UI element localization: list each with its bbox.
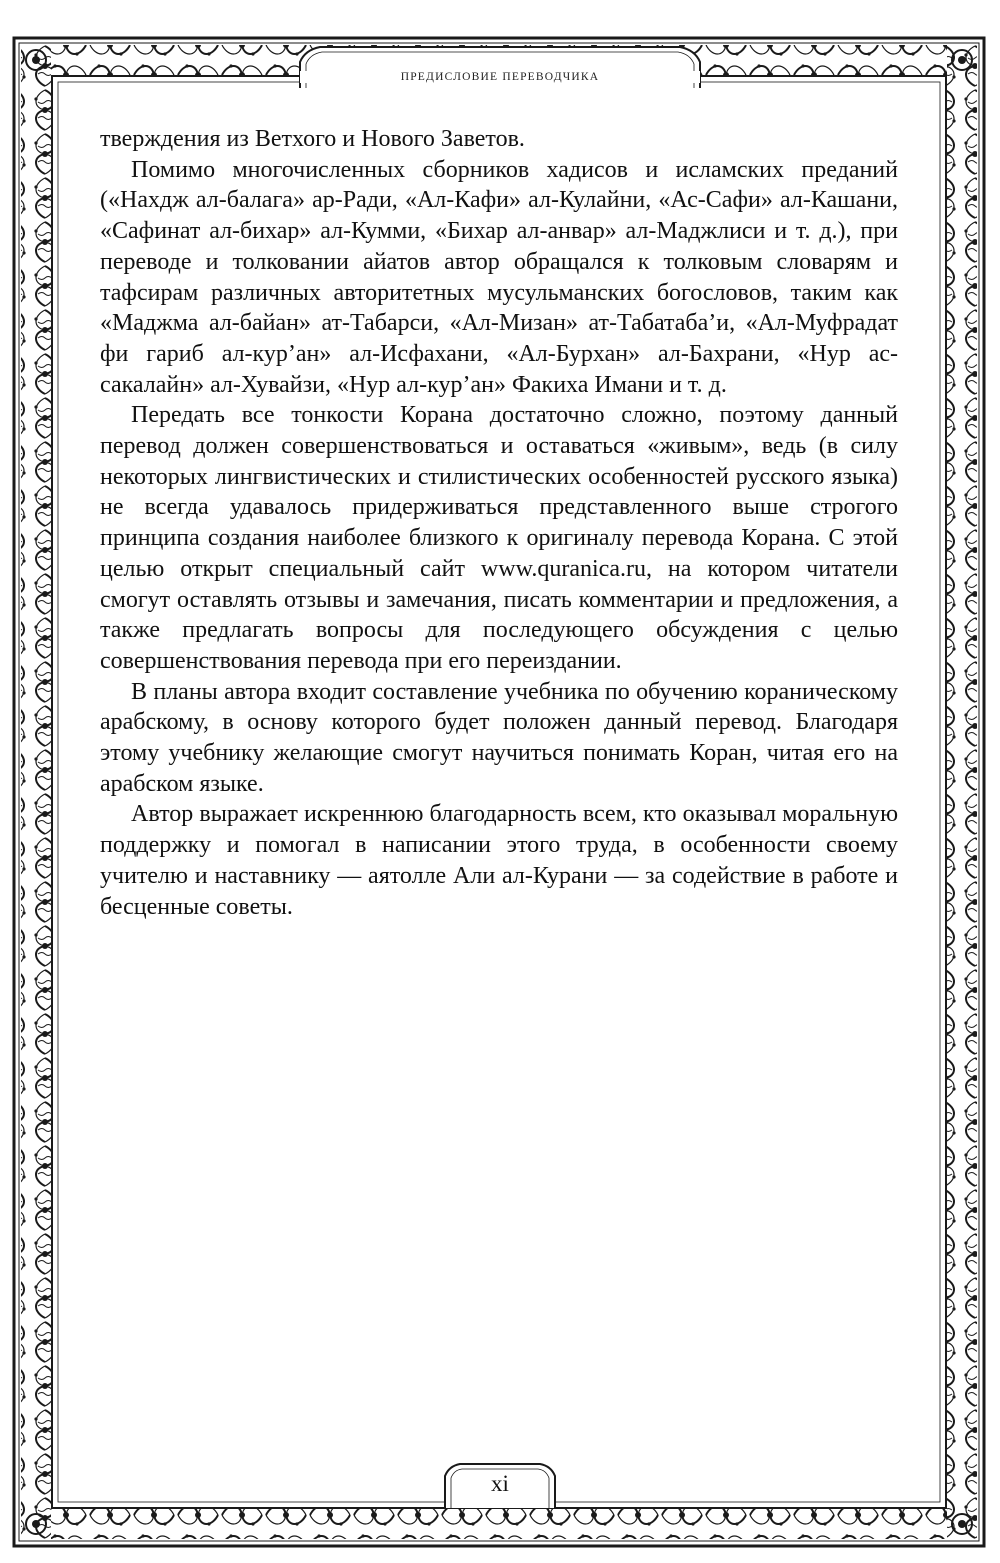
body-text: [100, 124, 898, 922]
running-head: ПРЕДИСЛОВИЕ ПЕРЕВОДЧИКА: [300, 71, 700, 83]
paragraph: Автор выражает искреннюю благодарность всем, кто оказывал моральную поддержку и помогал в написании этого труда, в особенности своему учителю и наставнику — аятолле Али ал-Курани — за содействие в работе и бесценные советы.: [100, 801, 898, 920]
paragraph: Помимо многочисленных сборников хадисов и исламских преданий («Нахдж ал-балага» ар-Ради, «Ал-Кафи» ал-Кулайни, «Ас-Сафи» ал-Кашани, «Сафинат ал-бихар» ал-Кумми, «Бихар ал-анвар» ал-Маджлиси и т. д.), при переводе и толковании айатов автор обращался к толковым словарям и тафсирам различных авторитетных мусульманских богословов, таким как «Маджма ал-байан» ат-Табарси, «Ал-Мизан» ат-Табатаба’и, «Ал-Муфрадат фи гариб ал-кур’ан» ал-Исфахани, «Ал-Бурхан» ал-Бахрани, «Нур ас-сакалайн» ал-Хувайзи, «Нур ал-кур’ан» Факиха Имани и т. д.: [100, 156, 898, 398]
paragraph: В планы автора входит составление учебника по обучению кораническому арабскому, в основу которого будет положен данный перевод. Благодаря этому учебнику желающие смогут научиться понимать Коран, читая его на арабском языке.: [100, 678, 898, 797]
bottom-ornament-band: [51, 1509, 947, 1539]
right-ornament-band: [947, 45, 977, 1539]
paragraph: Передать все тонкости Корана достаточно сложно, поэтому данный перевод должен совершенствоваться и оставаться «живым», ведь (в силу некоторых лингвистических и стилистических особенностей русского языка) не всегда удавалось придерживаться представленного выше строгого принципа создания наиболее близкого к оригиналу перевода Корана. С этой целью открыт специальный сайт www.quranica.ru, на котором читатели смогут оставлять отзывы и замечания, писать комментарии и предложения, а также предлагать вопросы для последующего обсуждения с целью совершенствования перевода при его переиздании.: [100, 402, 898, 674]
paragraph: тверждения из Ветхого и Нового Заветов.: [100, 126, 525, 152]
left-ornament-band: [21, 45, 51, 1539]
title-cartouche: [300, 47, 700, 92]
page-number: xi: [460, 1471, 540, 1497]
